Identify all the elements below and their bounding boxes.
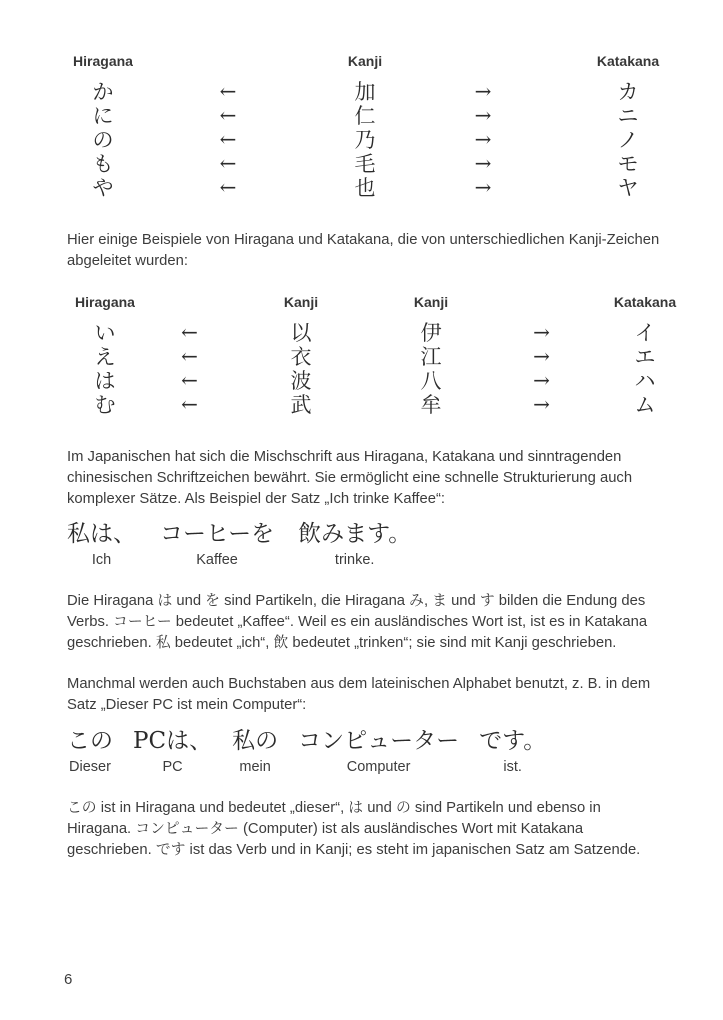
left-arrow: ← (181, 344, 198, 368)
particles-explanation-paragraph: Die Hiragana は und を sind Partikeln, die Hiragana み, ま und す bilden die Endung des Verbs. コーヒー bedeutet „Kaffee“. Weil es ein ausländisches Wort ist, ist es in Katakana geschrieben. 私 bedeutet „ich“, 飲 bedeutet „trinken“; sie sind mit Kanji geschrieben. (67, 593, 648, 651)
column-header-kanji-2: Kanji (413, 294, 449, 310)
hiragana-char: に (92, 104, 114, 128)
left-arrow: ← (219, 103, 237, 127)
right-arrow: → (474, 151, 492, 175)
sentence-segment (298, 519, 411, 569)
katakana-char: ハ (634, 369, 656, 393)
gloss-text: mein (239, 759, 271, 775)
latin-alphabet-paragraph: Manchmal werden auch Buchstaben aus dem lateinischen Alphabet benutzt, z. B. in dem Satz „Dieser PC ist mein Computer“: (67, 676, 651, 713)
table-row (67, 124, 665, 152)
hiragana-char: の (92, 128, 114, 152)
sentence-segment (67, 519, 136, 569)
right-arrow: → (533, 368, 550, 392)
hiragana-char: い (94, 321, 116, 345)
sentence-segment (133, 726, 212, 776)
japanese-text: 私は、 (67, 521, 136, 547)
table-row (67, 389, 665, 417)
kanji-char: 也 (354, 176, 376, 200)
right-arrow: → (474, 79, 492, 103)
mixed-script-paragraph: Im Japanischen hat sich die Mischschrift aus Hiragana, Katakana und sinntragenden chinesischen Schriftzeichen bewährt. Sie ermöglicht eine schnelle Strukturierung auch komplexer Sätze. Als Beispiel der Satz „Ich trinke Kaffee“: (67, 449, 633, 507)
closing-explanation-paragraph: この ist in Hiragana und bedeutet „dieser“, は und の sind Partikeln und ebenso in Hiragana. コンピューター (Computer) ist als ausländisches Wort mit Katakana geschrieben. です ist das Verb und in Kanji; es steht im japanischen Satz am Satzende. (67, 800, 641, 858)
right-arrow: → (474, 103, 492, 127)
gloss-text: Dieser (69, 759, 111, 775)
example-sentence-coffee (67, 519, 665, 569)
sentence-segment (298, 726, 459, 776)
example-sentence-computer (67, 726, 665, 776)
kanji-char: 以 (290, 321, 312, 345)
kanji-char: 八 (420, 369, 442, 393)
kanji-char: 乃 (354, 128, 376, 152)
table-row (67, 172, 665, 200)
right-arrow: → (533, 320, 550, 344)
gloss-text: Kaffee (196, 552, 238, 568)
column-header-hiragana: Hiragana (75, 294, 135, 310)
hiragana-char: は (94, 369, 116, 393)
table-row (67, 76, 665, 104)
hiragana-char: え (94, 345, 116, 369)
left-arrow: ← (219, 151, 237, 175)
kanji-char: 江 (420, 345, 442, 369)
right-arrow: → (533, 392, 550, 416)
column-header-kanji: Kanji (347, 53, 383, 69)
kanji-char: 牟 (420, 393, 442, 417)
gloss-text: Computer (346, 759, 411, 775)
right-arrow: → (533, 344, 550, 368)
katakana-char: ノ (617, 128, 639, 152)
right-arrow: → (474, 175, 492, 199)
table-row (67, 148, 665, 176)
gloss-text: ist. (503, 759, 522, 775)
japanese-text: 私の (232, 728, 279, 754)
hiragana-char: も (92, 152, 114, 176)
japanese-text: 飲みます。 (298, 521, 412, 547)
katakana-char: ニ (617, 104, 639, 128)
table-header-row (67, 48, 665, 74)
japanese-text: コンピューター (298, 728, 460, 754)
hiragana-char: む (94, 393, 116, 417)
column-header-katakana: Katakana (596, 53, 660, 69)
gloss-text: PC (162, 759, 183, 775)
sentence-segment (67, 726, 113, 776)
table-row (67, 365, 665, 393)
kanji-char: 毛 (354, 152, 376, 176)
sentence-segment (160, 519, 274, 569)
kana-derivation-table-1 (67, 48, 665, 200)
gloss-text: Ich (91, 552, 112, 568)
kana-derivation-table-2 (67, 289, 677, 417)
katakana-char: ヤ (617, 176, 639, 200)
intro-paragraph: Hier einige Beispiele von Hiragana und Katakana, die von unterschiedlichen Kanji-Zeichen abgeleitet wurden: (67, 232, 660, 269)
kanji-char: 仁 (354, 104, 376, 128)
column-header-hiragana: Hiragana (73, 53, 133, 69)
left-arrow: ← (219, 79, 237, 103)
column-header-katakana: Katakana (613, 294, 677, 310)
sentence-segment (479, 726, 546, 776)
sentence-segment (232, 726, 278, 776)
table-header-row (67, 289, 677, 315)
katakana-char: ム (634, 393, 656, 417)
katakana-char: エ (634, 345, 656, 369)
table-row (67, 100, 665, 128)
table-row (67, 317, 665, 345)
left-arrow: ← (219, 175, 237, 199)
column-header-kanji-1: Kanji (283, 294, 319, 310)
hiragana-char: や (92, 176, 114, 200)
left-arrow: ← (219, 127, 237, 151)
japanese-text: この (67, 728, 113, 754)
japanese-text: です。 (479, 728, 547, 754)
katakana-char: カ (617, 80, 639, 104)
kanji-char: 衣 (290, 345, 312, 369)
table-row (67, 341, 665, 369)
hiragana-char: か (92, 80, 114, 104)
gloss-text: trinke. (334, 552, 375, 568)
japanese-text: PCは、 (133, 728, 213, 754)
right-arrow: → (474, 127, 492, 151)
kanji-char: 伊 (420, 321, 442, 345)
kanji-char: 武 (290, 393, 312, 417)
katakana-char: モ (617, 152, 639, 176)
kanji-char: 波 (290, 369, 312, 393)
left-arrow: ← (181, 392, 198, 416)
page-number: 6 (64, 971, 73, 988)
left-arrow: ← (181, 320, 198, 344)
katakana-char: イ (634, 321, 656, 345)
left-arrow: ← (181, 368, 198, 392)
japanese-text: コーヒーを (160, 521, 275, 547)
kanji-char: 加 (354, 80, 376, 104)
